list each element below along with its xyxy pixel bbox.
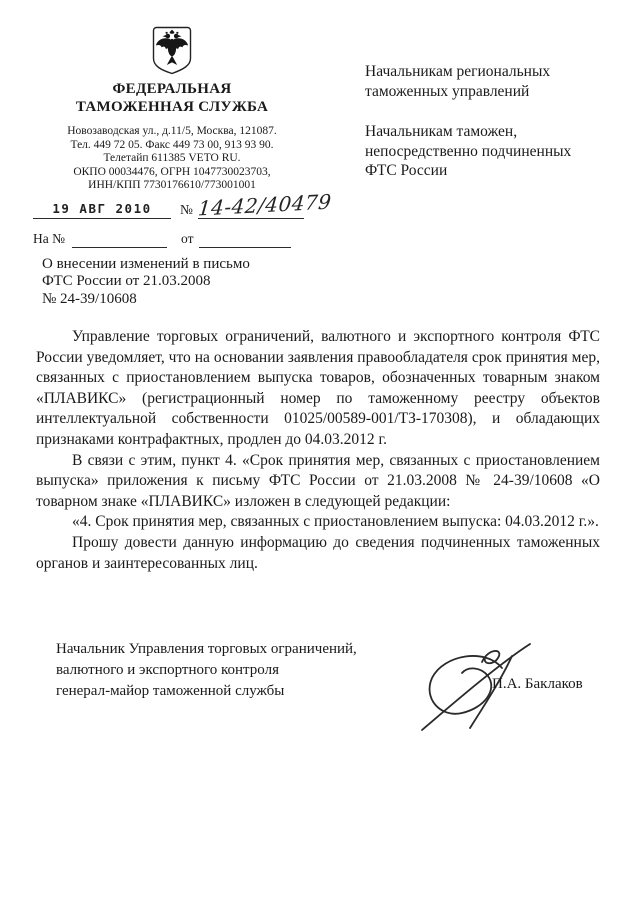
org-name-line: ТАМОЖЕННАЯ СЛУЖБА — [75, 98, 269, 115]
incoming-reference-row — [33, 231, 323, 248]
subject-block — [42, 256, 250, 308]
letterhead-address — [28, 125, 316, 193]
addressee-item: Начальникам региональных таможенных управлений — [365, 63, 551, 100]
letterhead-address-line: Телетайп 611385 VETO RU. — [103, 152, 241, 165]
body-paragraph: «4. Срок принятия мер, связанных с приостановлением выпуска: 04.03.2012 г.». — [72, 513, 599, 531]
letterhead-address-line: Новозаводская ул., д.11/5, Москва, 121087. — [67, 125, 277, 137]
org-name — [28, 81, 316, 116]
reply-date-label: от — [181, 231, 194, 246]
outgoing-number-handwritten: 14-42/40479 — [196, 189, 333, 221]
letterhead — [28, 26, 316, 193]
number-sign-label: № — [180, 202, 193, 217]
outgoing-reference-row — [33, 189, 333, 221]
addressee-item: Начальникам таможен, непосредственно подчиненных ФТС России — [365, 123, 572, 179]
date-stamp: 19 АВГ 2010 — [33, 201, 171, 219]
letterhead-address-line: ИНН/КПП 7730176610/773001001 — [88, 179, 256, 192]
signer-position-line: генерал-майор таможенной службы — [56, 683, 285, 699]
reply-to-label: На № — [33, 231, 65, 246]
addressee-block — [365, 62, 573, 181]
coat-of-arms-eagle-icon — [152, 26, 192, 76]
signer-position-block — [56, 639, 396, 702]
subject-line: № 24-39/10608 — [42, 290, 137, 307]
outgoing-number-field — [196, 189, 333, 221]
signer-position-line: Начальник Управления торговых ограничений, — [56, 641, 357, 657]
reply-number-blank — [72, 231, 167, 248]
signer-name: П.А. Баклаков — [492, 676, 583, 692]
letter-body — [36, 327, 600, 574]
letterhead-address-line: ОКПО 00034476, ОГРН 1047730023703, — [73, 165, 271, 178]
letterhead-address-line: Тел. 449 72 05. Факс 449 73 00, 913 93 90. — [70, 138, 274, 151]
body-paragraph: Прошу довести данную информацию до сведения подчиненных таможенных органов и заинтересованных лиц. — [36, 533, 600, 572]
org-name-line: ФЕДЕРАЛЬНАЯ — [112, 81, 232, 97]
reply-date-blank — [199, 231, 291, 248]
subject-line: ФТС России от 21.03.2008 — [42, 273, 211, 290]
subject-line: О внесении изменений в письмо — [42, 256, 250, 272]
reference-block — [33, 189, 333, 248]
body-paragraph: В связи с этим, пункт 4. «Срок принятия мер, связанных с приостановлением выпуска» приложения к письму ФТС России от 21.03.2008 № 24-39/10608 «О товарном знаке «ПЛАВИКС» изложен в следующей редакции: — [36, 451, 600, 510]
signer-position-line: валютного и экспортного контроля — [56, 662, 279, 678]
body-paragraph: Управление торговых ограничений, валютного и экспортного контроля ФТС России уведомляет, что на основании заявления правообладателя срок принятия мер, связанных с приостановлением выпуска товаров, обозначенных товарным знаком «ПЛАВИКС» (регистрационный номер по таможенному реестру объектов интеллектуальной собственности 01025/00589-001/ТЗ-170308), и обладающих признаками контрафактных, продлен до 04.03.2012 г. — [36, 328, 600, 448]
